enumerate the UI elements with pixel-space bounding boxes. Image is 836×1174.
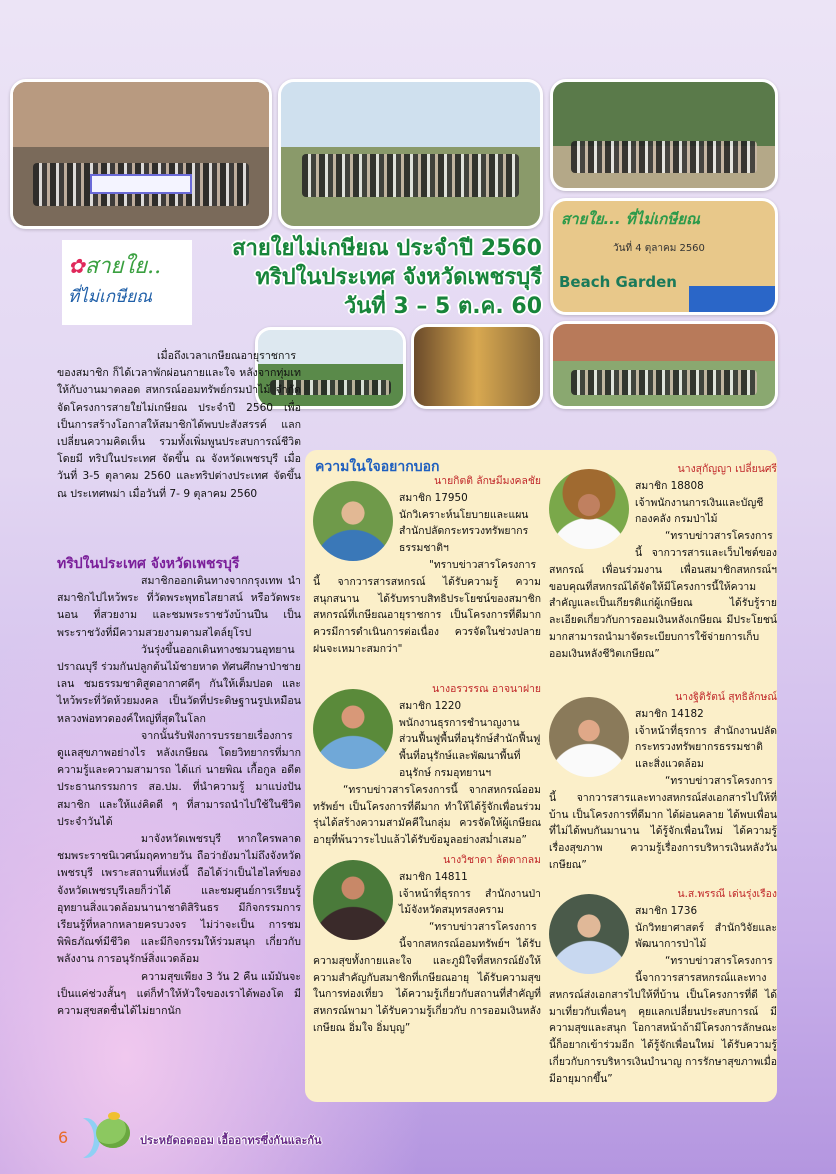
footer-tagline: ประหยัดอดออม เอื้ออาทรซึ่งกันและกัน bbox=[140, 1134, 322, 1147]
group-photo-elephants bbox=[278, 79, 543, 229]
piggy-bank-icon bbox=[96, 1118, 130, 1148]
seminar-banner: สายใย... ที่ไม่เกษียณ bbox=[561, 210, 700, 228]
testimonial-quote: "ทราบข่าวสารโครงการนี้ จากวารสารสหกรณ์ ได้รับความรู้ ความสนุกสนาน ได้รับทราบสิทธิประโยชน์ของสมาชิกสหกรณ์ที่เกษียณอายุราชการ เป็นโครงการที่ดีมาก ควรมีการดำเนินการต่อเนื่อง ควรจัดในช่วงปลายฝนจะเหมาะสมกว่า" bbox=[313, 558, 541, 655]
buddha-statues-photo bbox=[411, 324, 543, 409]
member-id: สมาชิก 18808 bbox=[635, 479, 704, 492]
group-photo-forest bbox=[550, 79, 778, 191]
testimonial-name: นางสุกัญญา เปลี่ยนศรี bbox=[677, 463, 777, 475]
testimonial-name: นางฐิติรัตน์ สุทธิลักษณ์ bbox=[675, 691, 777, 703]
member-position: เจ้าหน้าที่ธุรการ สำนักงานปลัดกระทรวงทรัพยากรธรรมชาติและสิ่งแวดล้อม bbox=[635, 724, 777, 771]
testimonial-name: นางวิชาดา ลัดดากลม bbox=[443, 854, 541, 866]
testimonial bbox=[313, 852, 541, 1037]
avatar bbox=[549, 894, 629, 974]
seminar-date: วันที่ 4 ตุลาคม 2560 bbox=[613, 243, 705, 254]
member-position: นักวิทยาศาสตร์ สำนักวิจัยและพัฒนาการป่าไม้ bbox=[635, 921, 777, 951]
section-heading: ทริปในประเทศ จังหวัดเพชรบุรี bbox=[57, 556, 240, 572]
member-id: สมาชิก 14811 bbox=[399, 870, 468, 883]
testimonial-quote: “ทราบข่าวสารโครงการนี้จากวารสารสหกรณ์และทางสหกรณ์ส่งเอกสารไปให้ที่บ้าน เป็นโครงการที่ดี ได้มาเที่ยวกับเพื่อนๆ คุยแลกเปลี่ยนประสบการณ์ มีความสุขและสนุก โอกาสหน้าถ้ามีโครงการลักษณะนี้ก็อยากเข้าร่วมอีก ได้รู้จักเพื่อนใหม่ ได้รับความรู้เกี่ยวกับการบริหารเงินบำนาญ การรักษาสุขภาพเมื่อมีอายุมากขึ้น” bbox=[549, 955, 777, 1085]
seminar-venue: Beach Garden bbox=[559, 273, 677, 291]
logo-line2: ที่ไม่เกษียณ bbox=[68, 287, 153, 307]
member-id: สมาชิก 14182 bbox=[635, 707, 704, 720]
avatar bbox=[549, 469, 629, 549]
testimonial-quote: “ทราบข่าวสารโครงการนี้ จากวารสารและทางสหกรณ์ส่งเอกสารไปให้ที่บ้าน เป็นโครงการที่ดีมาก ได้ผ่อนคลาย ได้พบเพื่อนที่ไม่ได้พบกันมานาน ได้รู้จักเพื่อนใหม่ ได้ความรู้เรื่องสุขภาพ ความรู้เรื่องการบริหารเงินหลังวันเกษียณ” bbox=[549, 774, 777, 871]
testimonial-name: น.ส.พรรณี เด่นรุ่งเรือง bbox=[677, 888, 777, 900]
member-position: เจ้าพนักงานการเงินและบัญชี กองคลัง กรมป่าไม้ bbox=[635, 496, 764, 526]
testimonial bbox=[549, 886, 777, 1088]
moon-icon bbox=[66, 1118, 94, 1158]
paragraph: จากนั้นรับฟังการบรรยายเรื่องการดูแลสุขภาพอย่างไร หลังเกษียณ โดยวิทยากรที่มากความรู้และความสามารถ ได้แก่ นายพิณ เกื้อกูล อดีตประธานกรรมการ สอ.ปม. ที่นำความรู้ มาแบ่งปันสมาชิก และให้แง่คิดดี ๆ ที่สามารถนำไปใช้ในชีวิตประจำวันได้ bbox=[57, 729, 301, 828]
testimonial-quote: “ทราบข่าวสารโครงการนี้จากสหกรณ์ออมทรัพย์ฯ ได้รับความสุขทั้งกายและใจ และภูมิใจที่สหกรณ์ยังให้ความสำคัญกับสมาชิกที่เกษียณอายุ ได้รับความสุขในการท่องเที่ยว ได้ความรู้เกี่ยวกับสถานที่สำคัญที่สหกรณ์พามา ได้รับความรู้เกี่ยวกับ การออมเงินหลังเกษียณ อิ่มใจ อิ่มบุญ” bbox=[313, 921, 541, 1034]
seminar-photo bbox=[550, 198, 778, 315]
seminar-table bbox=[689, 286, 775, 312]
title-line3: วันที่ 3 – 5 ต.ค. 60 bbox=[343, 294, 542, 319]
testimonial-quote: “ทราบข่าวสารโครงการนี้ จากสหกรณ์ออมทรัพย์ฯ เป็นโครงการที่ดีมาก ทำให้ได้รู้จักเพื่อนร่วมรุ่นได้สร้างความสามัคคีในกลุ่ม ควรจัดให้ผู้เกษียณอายุที่พ้นวาระไปแล้วได้รับข้อมูลอย่างสม่ำเสมอ” bbox=[313, 783, 541, 847]
avatar bbox=[313, 860, 393, 940]
testimonial bbox=[313, 473, 541, 658]
group-photo-temple bbox=[550, 321, 778, 409]
title-line1: สายใยไม่เกษียณ ประจำปี 2560 bbox=[232, 236, 542, 261]
group-photo-hotel bbox=[10, 79, 272, 229]
testimonial bbox=[549, 689, 777, 874]
testimonial bbox=[313, 681, 541, 849]
page-number: 6 bbox=[58, 1128, 69, 1147]
paragraph: วันรุ่งขึ้นออกเดินทางชมวนอุทยานปราณบุรี ร่วมกันปลูกต้นไม้ชายหาด ทัศนศึกษาป่าชายเลน ชมธรรมชาติสูดอากาศดีๆ กันให้เต็มปอด และไหว้พระที่วัดห้วยมงคล เป็นวัดที่ประดิษฐานรูปเหมือนหลวงพ่อทวดองค์ใหญ่ที่สุดในโลก bbox=[57, 643, 301, 725]
page-title bbox=[232, 234, 542, 321]
member-position: เจ้าหน้าที่ธุรการ สำนักงานป่าไม้จังหวัดสมุทรสงคราม bbox=[399, 887, 541, 917]
member-id: สมาชิก 1736 bbox=[635, 904, 698, 917]
testimonial-name: นายกิตติ ลักษมีมงคลชัย bbox=[434, 475, 541, 487]
article-body bbox=[57, 573, 301, 1020]
title-line2: ทริปในประเทศ จังหวัดเพชรบุรี bbox=[255, 265, 542, 290]
intro-text: เมื่อถึงเวลาเกษียณอายุราชการของสมาชิก ก็ได้เวลาพักผ่อนกายและใจ หลังจากทุ่มเทให้กับงานมาตลอด สหกรณ์ออมทรัพย์กรมป่าไม้ จำกัด จัดโครงการสายใยไม่เกษียณ ประจำปี 2560 เพื่อเป็นการสร้างโอกาสให้สมาชิกได้พบปะสังสรรค์ แลกเปลี่ยนความคิดเห็น รวมทั้งเพิ่มพูนประสบการณ์ชีวิต โดยมี ทริปในประเทศ จัดขึ้น ณ จังหวัดเพชรบุรี เมื่อวันที่ 3-5 ตุลาคม 2560 และทริปต่างประเทศ จัดขึ้น ณ ประเทศพม่า เมื่อวันที่ 7- 9 ตุลาคม 2560 bbox=[57, 350, 301, 500]
avatar bbox=[313, 689, 393, 769]
avatar bbox=[549, 697, 629, 777]
member-id: สมาชิก 1220 bbox=[399, 699, 462, 712]
intro-paragraph bbox=[57, 348, 301, 503]
testimonial-name: นางอรวรรณ อาจนาฝาย bbox=[432, 683, 541, 695]
paragraph: สมาชิกออกเดินทางจากกรุงเทพ นำสมาชิกไปไหว้พระ ที่วัดพระพุทธไสยาสน์ หรือวัดพระนอน ที่สวยงาม และชมพระราชวังบ้านปืน เป็นพระราชวังที่มีความสวยงามตามสไตล์ยุโรป bbox=[57, 575, 301, 639]
member-position: นักวิเคราะห์นโยบายและแผน สำนักปลัดกระทรวงทรัพยากรธรรมชาติฯ bbox=[399, 508, 529, 555]
paragraph: ความสุขเพียง 3 วัน 2 คืน แม้มันจะเป็นแค่ช่วงสั้นๆ แต่ก็ทำให้หัวใจของเราได้พองโต มีความสุขสดชื่นได้ไม่ยากนัก bbox=[57, 970, 301, 1018]
testimonials-title: ความในใจอยากบอก bbox=[315, 459, 440, 475]
testimonial bbox=[549, 461, 777, 663]
testimonial-quote: “ทราบข่าวสารโครงการนี้ จากวารสารและเว็บไซต์ของสหกรณ์ เพื่อนร่วมงาน เพื่อนสมาชิกสหกรณ์ฯ ขอบคุณที่สหกรณ์ได้จัดให้มีโครงการนี้ให้ความสำคัญและเป็นเกียรติแก่ผู้เกษียณ ได้รับรู้รายละเอียดเกี่ยวกับการออมเงินหลังเกษียณ มีประโยชน์มากสามารถนำมาจัดระเบียบการใช้จ่ายการเก็บออมเงินหลังชีวิตเกษียณ” bbox=[549, 530, 777, 660]
flower-icon: ✿ bbox=[68, 254, 85, 278]
member-id: สมาชิก 17950 bbox=[399, 491, 468, 504]
member-position: พนักงานธุรการชำนาญงาน ส่วนฟื้นฟูพื้นที่อนุรักษ์สำนักฟื้นฟูพื้นที่อนุรักษ์และพัฒนาพื้นที่อนุรักษ์ กรมอุทยานฯ bbox=[399, 716, 541, 779]
paragraph: มาจังหวัดเพชรบุรี หากใครพลาดชมพระราชนิเวศน์มฤคทายวัน ถือว่ายังมาไม่ถึงจังหวัดเพชรบุรี เพราะสถานที่แห่งนี้ ถือได้ว่าเป็นไฮไลท์ของจังหวัดเพชรบุรีเลยก็ว่าได้ และชมศูนย์การเรียนรู้อุทยานสิ่งแวดล้อมนานาชาติสิรินธร มีกิจกรรมการเรียนรู้ที่หลากหลายครบวงจร ไม่ว่าจะเป็น การชมพิพิธภัณฑ์มีชีวิต และมีกิจกรรมให้ร่วมสนุก เกี่ยวกับพลังงาน การอนุรักษ์สิ่งแวดล้อม bbox=[57, 833, 301, 966]
project-logo bbox=[62, 240, 192, 325]
logo-line1: สายใย.. bbox=[84, 254, 162, 279]
avatar bbox=[313, 481, 393, 561]
